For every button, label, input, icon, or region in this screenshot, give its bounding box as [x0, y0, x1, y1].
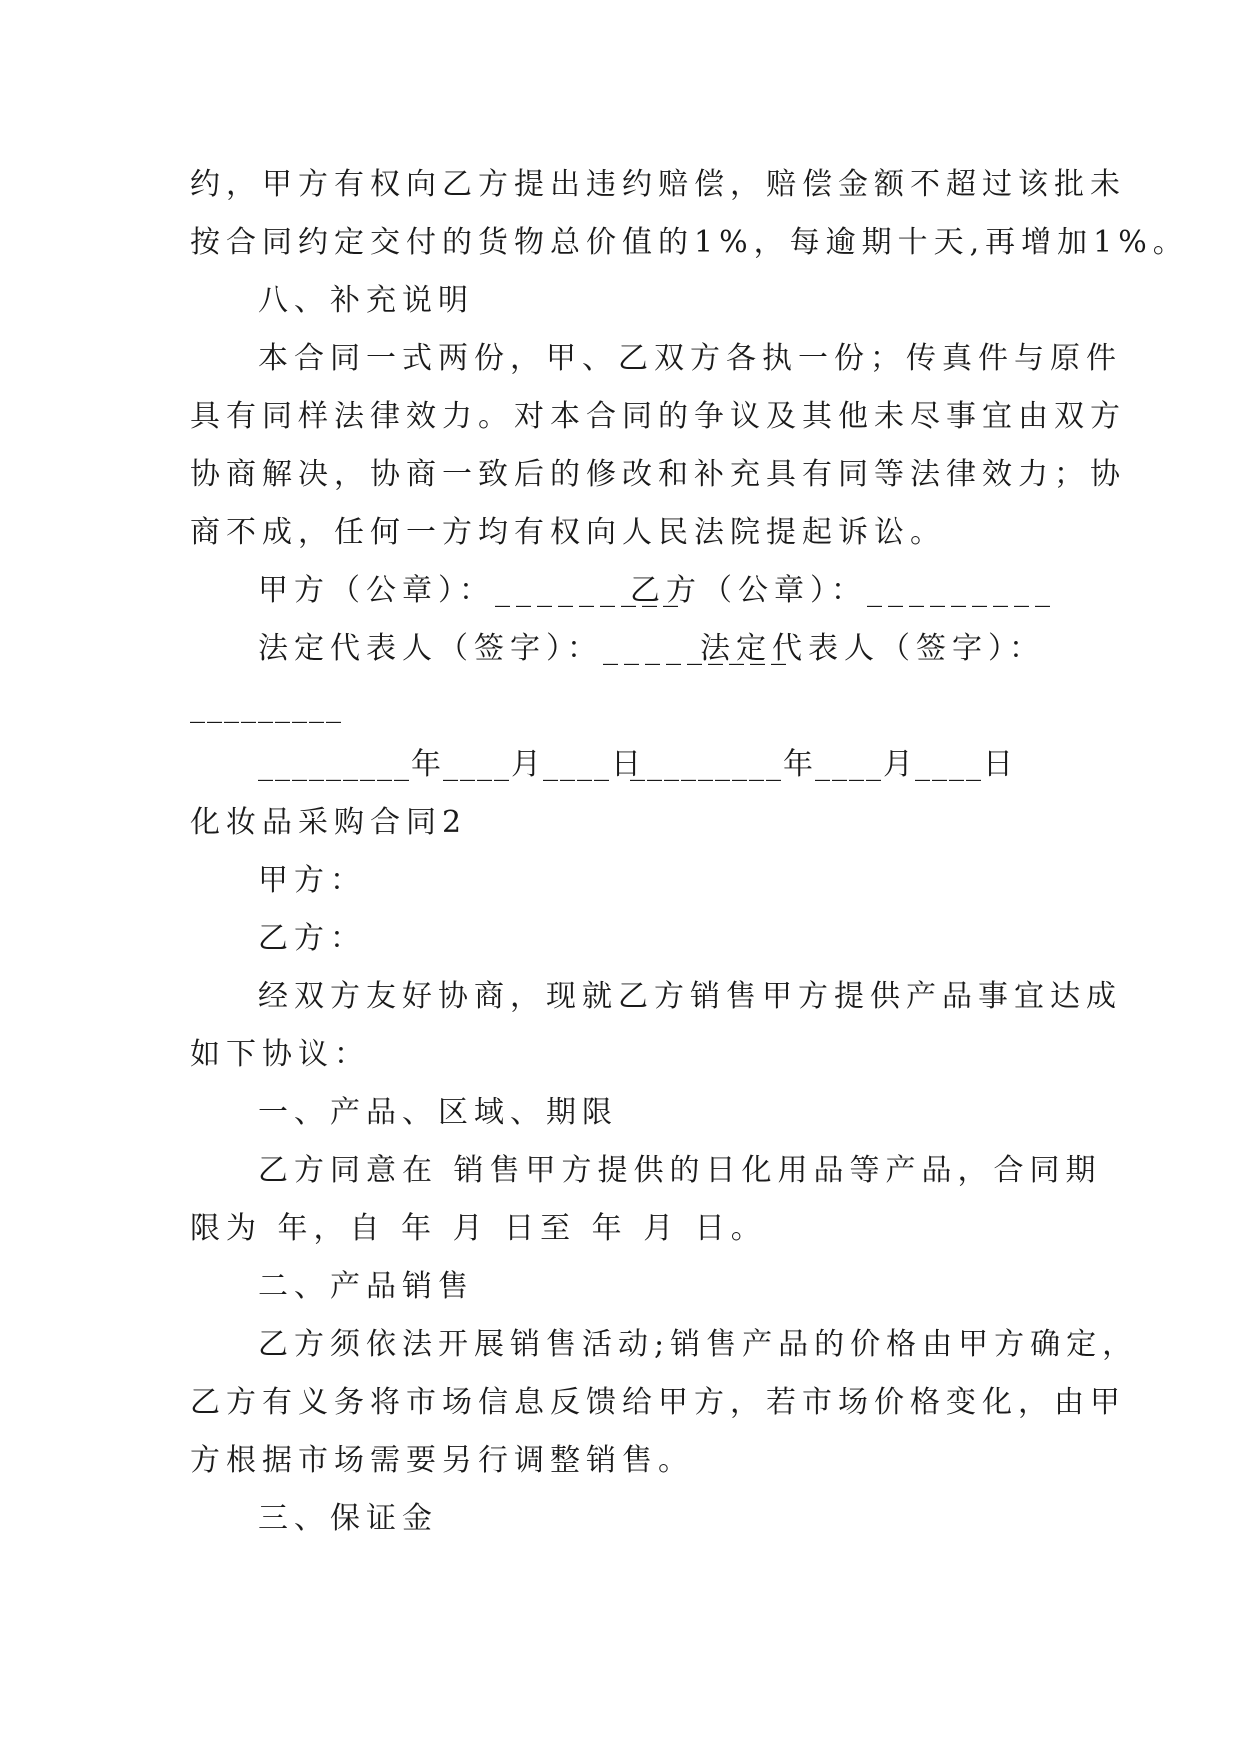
- paragraph-line: 约，甲方有权向乙方提出违约赔偿，赔偿金额不超过该批未: [190, 167, 1126, 202]
- party-b-rep-blank: _________: [190, 689, 343, 724]
- section-heading: 一、产品、区域、期限: [258, 1095, 618, 1130]
- party-a-rep: 法定代表人（签字）：_________: [258, 631, 792, 666]
- paragraph-line: 乙方同意在 销售甲方提供的日化用品等产品，合同期: [258, 1153, 1102, 1188]
- section-heading: 二、产品销售: [258, 1269, 474, 1304]
- paragraph-line: 协商解决，协商一致后的修改和补充具有同等法律效力；协: [190, 457, 1126, 492]
- party-a-seal: 甲方（公章）：_________: [258, 573, 684, 608]
- signature-rep-row: [190, 620, 1060, 678]
- section-heading: 三、保证金: [258, 1501, 438, 1536]
- paragraph-line: 方根据市场需要另行调整销售。: [190, 1443, 694, 1478]
- paragraph-line: 乙方有义务将市场信息反馈给甲方，若市场价格变化，由甲: [190, 1385, 1126, 1420]
- section-heading: 八、补充说明: [258, 283, 474, 318]
- date-party-a: _________年____月____日: [258, 747, 643, 782]
- party-b-seal: 乙方（公章）：_________: [630, 573, 1056, 608]
- contract-title: 化妆品采购合同2: [190, 805, 468, 840]
- paragraph-line: 经双方友好协商，现就乙方销售甲方提供产品事宜达成: [258, 979, 1122, 1014]
- paragraph-line: 乙方须依法开展销售活动;销售产品的价格由甲方确定，: [258, 1327, 1139, 1362]
- paragraph-line: 限为 年，自 年 月 日至 年 月 日。: [190, 1211, 767, 1246]
- paragraph-line: 本合同一式两份，甲、乙双方各执一份；传真件与原件: [258, 341, 1122, 376]
- date-party-b: _________年____月____日: [630, 747, 1015, 782]
- party-a-label: 甲方：: [258, 863, 366, 898]
- party-b-rep: 法定代表人（签字）：: [700, 631, 1045, 666]
- signature-date-row: [190, 736, 1060, 794]
- party-b-label: 乙方：: [258, 921, 366, 956]
- signature-seal-row: [190, 562, 1060, 620]
- paragraph-line: 商不成，任何一方均有权向人民法院提起诉讼。: [190, 515, 946, 550]
- paragraph-line: 按合同约定交付的货物总价值的1%，每逾期十天,再增加1%。: [190, 225, 1189, 260]
- paragraph-line: 具有同样法律效力。对本合同的争议及其他未尽事宜由双方: [190, 399, 1126, 434]
- paragraph-line: 如下协议：: [190, 1037, 370, 1072]
- document-page: [190, 156, 1189, 1548]
